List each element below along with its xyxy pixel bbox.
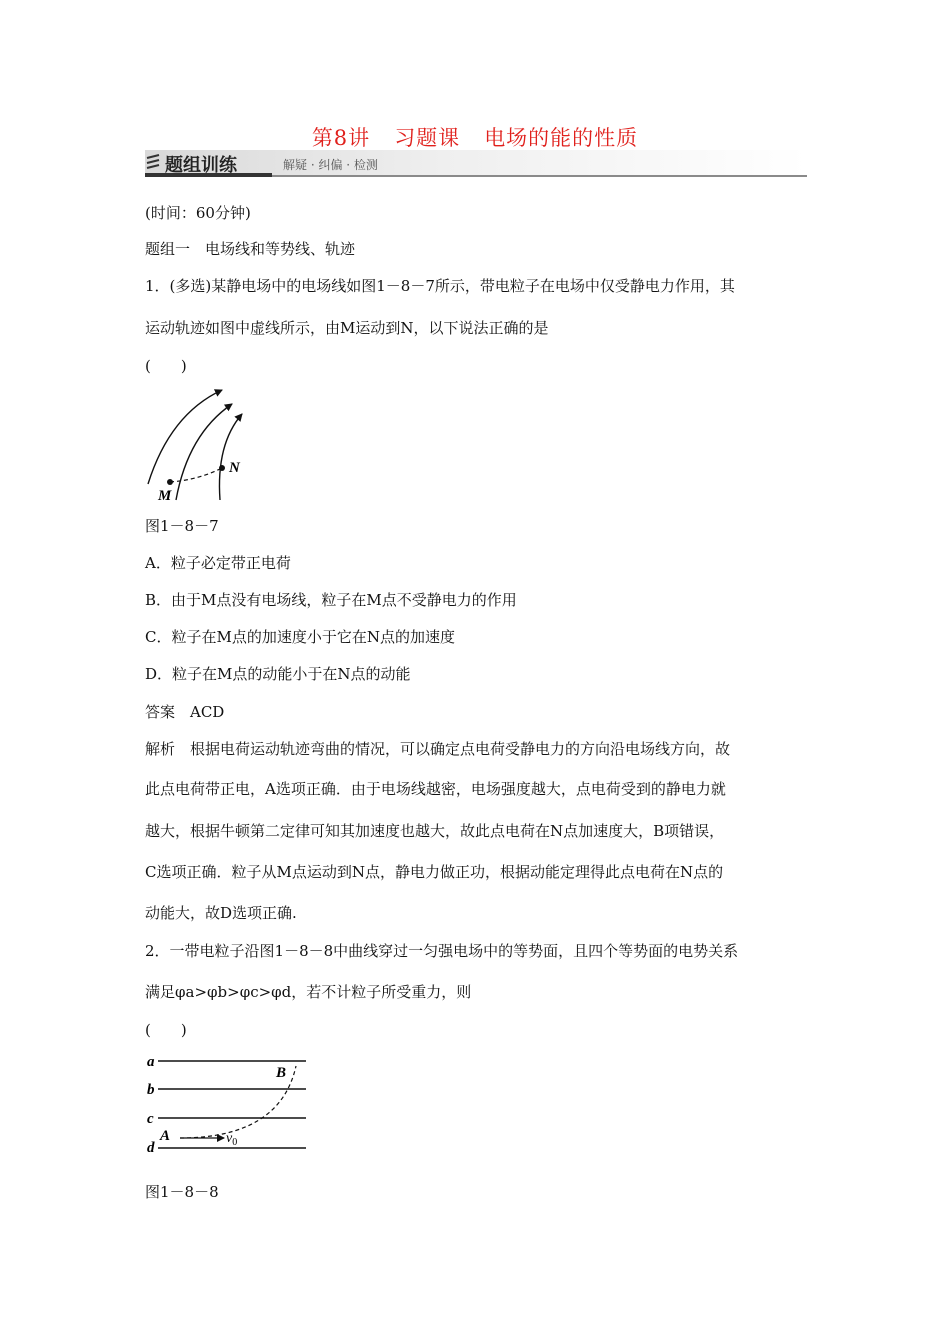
- stripes-icon: [145, 150, 165, 174]
- figure-caption-2: 图1－8－8: [145, 1183, 219, 1201]
- label-c: c: [147, 1111, 154, 1127]
- q1-answer-paren: ( ): [145, 357, 187, 375]
- analysis-line-2: 此点电荷带正电，A选项正确．由于电场线越密，电场强度越大，点电荷受到的静电力就: [145, 780, 726, 798]
- label-velocity-v: v: [226, 1131, 233, 1146]
- title-type: 习题课: [394, 126, 461, 150]
- answer: 答案 ACD: [145, 703, 225, 721]
- title-lesson: 第8讲: [311, 126, 371, 150]
- label-m: M: [158, 488, 172, 504]
- label-n: N: [229, 460, 240, 476]
- q1-stem-line1: 1．(多选)某静电场中的电场线如图1－8－7所示，带电粒子在电场中仅受静电力作用，其: [145, 277, 735, 295]
- banner-subheading: 解疑 · 纠偏 · 检测: [283, 158, 378, 172]
- q2-stem-line1: 2．一带电粒子沿图1－8－8中曲线穿过一匀强电场中的等势面，且四个等势面的电势关系: [145, 942, 739, 960]
- q2-answer-paren: ( ): [145, 1021, 187, 1039]
- q2-stem-line2: 满足φa>φb>φc>φd，若不计粒子所受重力，则: [145, 983, 472, 1001]
- analysis-line-1: 解析 根据电荷运动轨迹弯曲的情况，可以确定点电荷受静电力的方向沿电场线方向，故: [145, 740, 731, 758]
- page-title: [0, 122, 950, 152]
- figure-1-8-8: [140, 1048, 315, 1156]
- time-limit: (时间：60分钟): [145, 204, 251, 222]
- point-n: [219, 465, 225, 471]
- label-point-a: A: [160, 1128, 171, 1144]
- group-heading: 题组一 电场线和等势线、轨迹: [145, 240, 356, 258]
- figure-1-8-7: [140, 384, 260, 504]
- title-topic: 电场的能的性质: [484, 126, 639, 150]
- label-b: b: [147, 1082, 155, 1098]
- field-line-1: [148, 390, 222, 484]
- option-a: A．粒子必定带正电荷: [145, 554, 291, 572]
- figure-caption-1: 图1－8－7: [145, 517, 219, 535]
- section-banner: [145, 150, 807, 178]
- q1-stem-line2: 运动轨迹如图中虚线所示，由M运动到N，以下说法正确的是: [145, 319, 549, 337]
- label-a: a: [147, 1054, 155, 1070]
- label-velocity: [226, 1131, 237, 1148]
- label-d: d: [147, 1140, 155, 1156]
- point-m: [167, 479, 173, 485]
- analysis-line-5: 动能大，故D选项正确.: [145, 904, 297, 922]
- banner-heading: 题组训练: [165, 155, 237, 176]
- trajectory-dashed: [170, 468, 222, 482]
- analysis-line-4: C选项正确．粒子从M点运动到N点，静电力做正功，根据动能定理得此点电荷在N点的: [145, 863, 724, 881]
- option-d: D．粒子在M点的动能小于在N点的动能: [145, 665, 411, 683]
- option-b: B．由于M点没有电场线，粒子在M点不受静电力的作用: [145, 591, 517, 609]
- label-point-b: B: [276, 1065, 287, 1081]
- analysis-line-3: 越大，根据牛顿第二定律可知其加速度也越大，故此点电荷在N点加速度大，B项错误，: [145, 822, 725, 840]
- field-line-3: [219, 414, 242, 500]
- label-velocity-sub: 0: [232, 1137, 238, 1148]
- option-c: C．粒子在M点的加速度小于它在N点的加速度: [145, 628, 455, 646]
